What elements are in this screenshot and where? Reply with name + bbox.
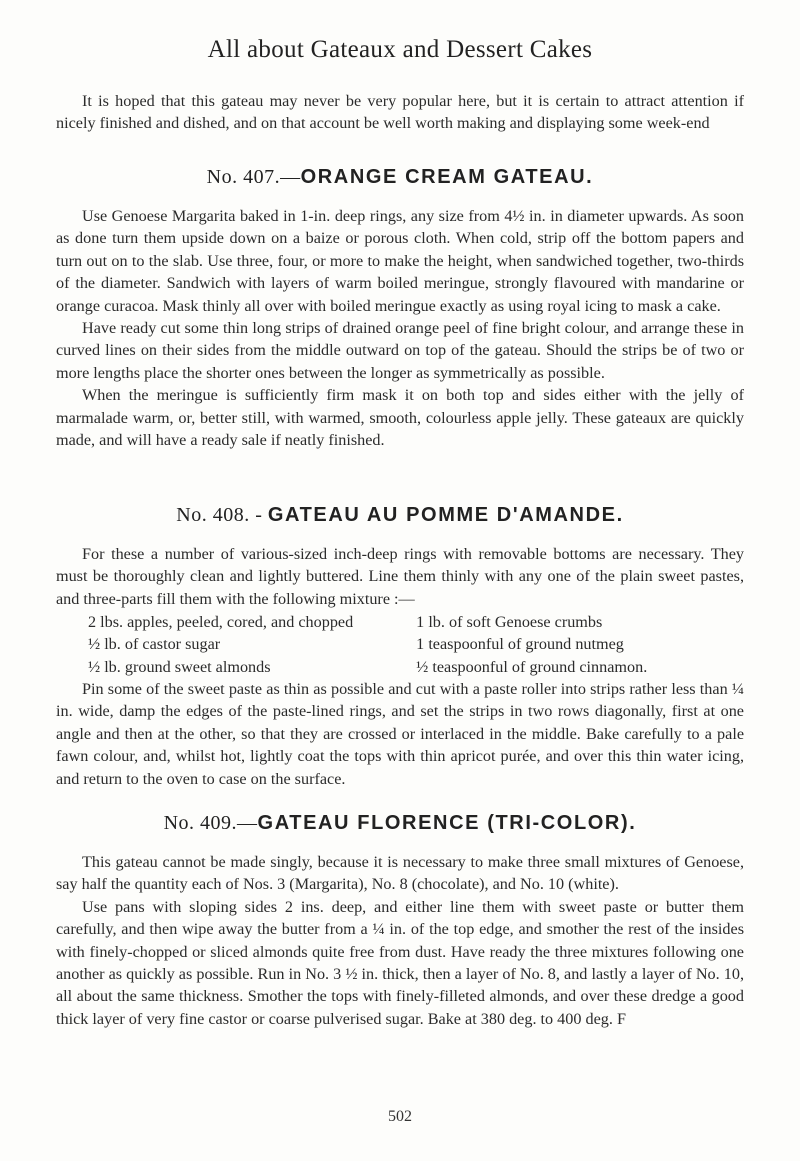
recipe-407-body	[56, 205, 744, 451]
intro-text: It is hoped that this gateau may never be very popular here, but it is certain to attract attention if nicely finished and dished, and on that account be well worth making and displaying some week-end	[56, 92, 744, 133]
ingredient-item: 2 lbs. apples, peeled, cored, and chopped	[88, 613, 354, 631]
ingredient-row	[56, 656, 744, 678]
recipe-408-method	[56, 678, 744, 790]
recipe-408-intro-text: For these a number of various-sized inch-deep rings with removable bottoms are necessary. They must be thoroughly clean and lightly buttered. Line them thinly with any one of the plain sweet pastes, and three-parts fill them with the following mixture :—	[56, 545, 744, 608]
ingredient-item: ½ teaspoonful of ground cinnamon.	[416, 657, 648, 676]
ingredient-item: 1 teaspoonful of ground nutmeg	[416, 635, 624, 654]
intro-paragraph	[56, 90, 744, 135]
running-head: All about Gateaux and Dessert Cakes	[207, 36, 593, 63]
ingredient-item: 1 lb. of soft Genoese crumbs	[416, 613, 603, 631]
recipe-408-method-text: Pin some of the sweet paste as thin as possible and cut with a paste roller into strips rather less than ¼ in. wide, damp the edges of the paste-lined rings, and set the strips in two rows diagonally, first at one angle and then at the other, so that they are crossed or interlaced in the middle. Bake carefully to a pale fawn colour, and, whilst hot, lightly coat the tops with thin apricot purée, and over this thin water icing, and return to the oven to case on the surface.	[56, 680, 744, 788]
recipe-407-title: ORANGE CREAM GATEAU.	[300, 166, 594, 188]
recipe-407-paragraph: Use Genoese Margarita baked in 1-in. deep rings, any size from 4½ in. in diameter upwards. As soon as done turn them upside down on a baize or porous cloth. When cold, strip off the bottom papers and turn out on to the slab. Use three, four, or more to make the height, when sandwiched together, two-thirds of the diameter. Sandwich with layers of warm boiled meringue, strongly flavoured with mandarine or orange curacoa. Mask thinly all over with boiled meringue exactly as using royal icing to mask a cake.	[56, 207, 744, 315]
recipe-408-intro	[56, 543, 744, 610]
recipe-407-heading	[0, 166, 800, 189]
ingredient-row	[56, 633, 744, 655]
recipe-409-heading	[0, 812, 800, 835]
page-number: 502	[388, 1108, 412, 1125]
recipe-409-number: No. 409.—	[163, 812, 258, 834]
recipe-407-paragraph: When the meringue is sufficiently firm mask it on both top and sides either with the jelly of marmalade warm, or, better still, with warmed, smooth, colourless apple jelly. These gateaux are quickly made, and will have a ready sale if neatly finished.	[56, 386, 744, 450]
recipe-409-paragraph: Use pans with sloping sides 2 ins. deep, and either line them with sweet paste or butter them carefully, and then wipe away the butter from a ¼ in. of the top edge, and smother the rest of the insides with finely-chopped or sliced almonds quite free from dust. Have ready the three mixtures following one another as quickly as possible. Run in No. 3 ½ in. thick, then a layer of No. 8, and lastly a layer of No. 10, all about the same thickness. Smother the tops with finely-filleted almonds, and over these dredge a good thick layer of very fine castor or coarse pulverised sugar. Bake at 380 deg. to 400 deg. F	[56, 897, 744, 1028]
recipe-407-paragraph: Have ready cut some thin long strips of drained orange peel of fine bright colour, and arrange these in curved lines on their sides from the middle outward on top of the gateau. Should the strips be of two or more lengths place the shorter ones between the longer as symmetrically as possible.	[56, 319, 744, 382]
recipe-408-title: GATEAU AU POMME D'AMANDE.	[267, 504, 624, 526]
recipe-409-body	[56, 851, 744, 1030]
recipe-408-heading	[0, 504, 800, 527]
ingredient-item: ½ lb. of castor sugar	[88, 635, 221, 654]
recipe-409-paragraph: This gateau cannot be made singly, because it is necessary to make three small mixtures of Genoese, say half the quantity each of Nos. 3 (Margarita), No. 8 (chocolate), and No. 10 (white).	[56, 853, 744, 894]
ingredient-item: ½ lb. ground sweet almonds	[88, 657, 271, 676]
ingredient-row	[56, 611, 744, 633]
recipe-408-number: No. 408. -	[176, 504, 268, 526]
recipe-407-number: No. 407.—	[206, 166, 301, 188]
recipe-409-title: GATEAU FLORENCE (TRI-COLOR).	[257, 812, 637, 834]
ingredient-list	[56, 611, 744, 678]
